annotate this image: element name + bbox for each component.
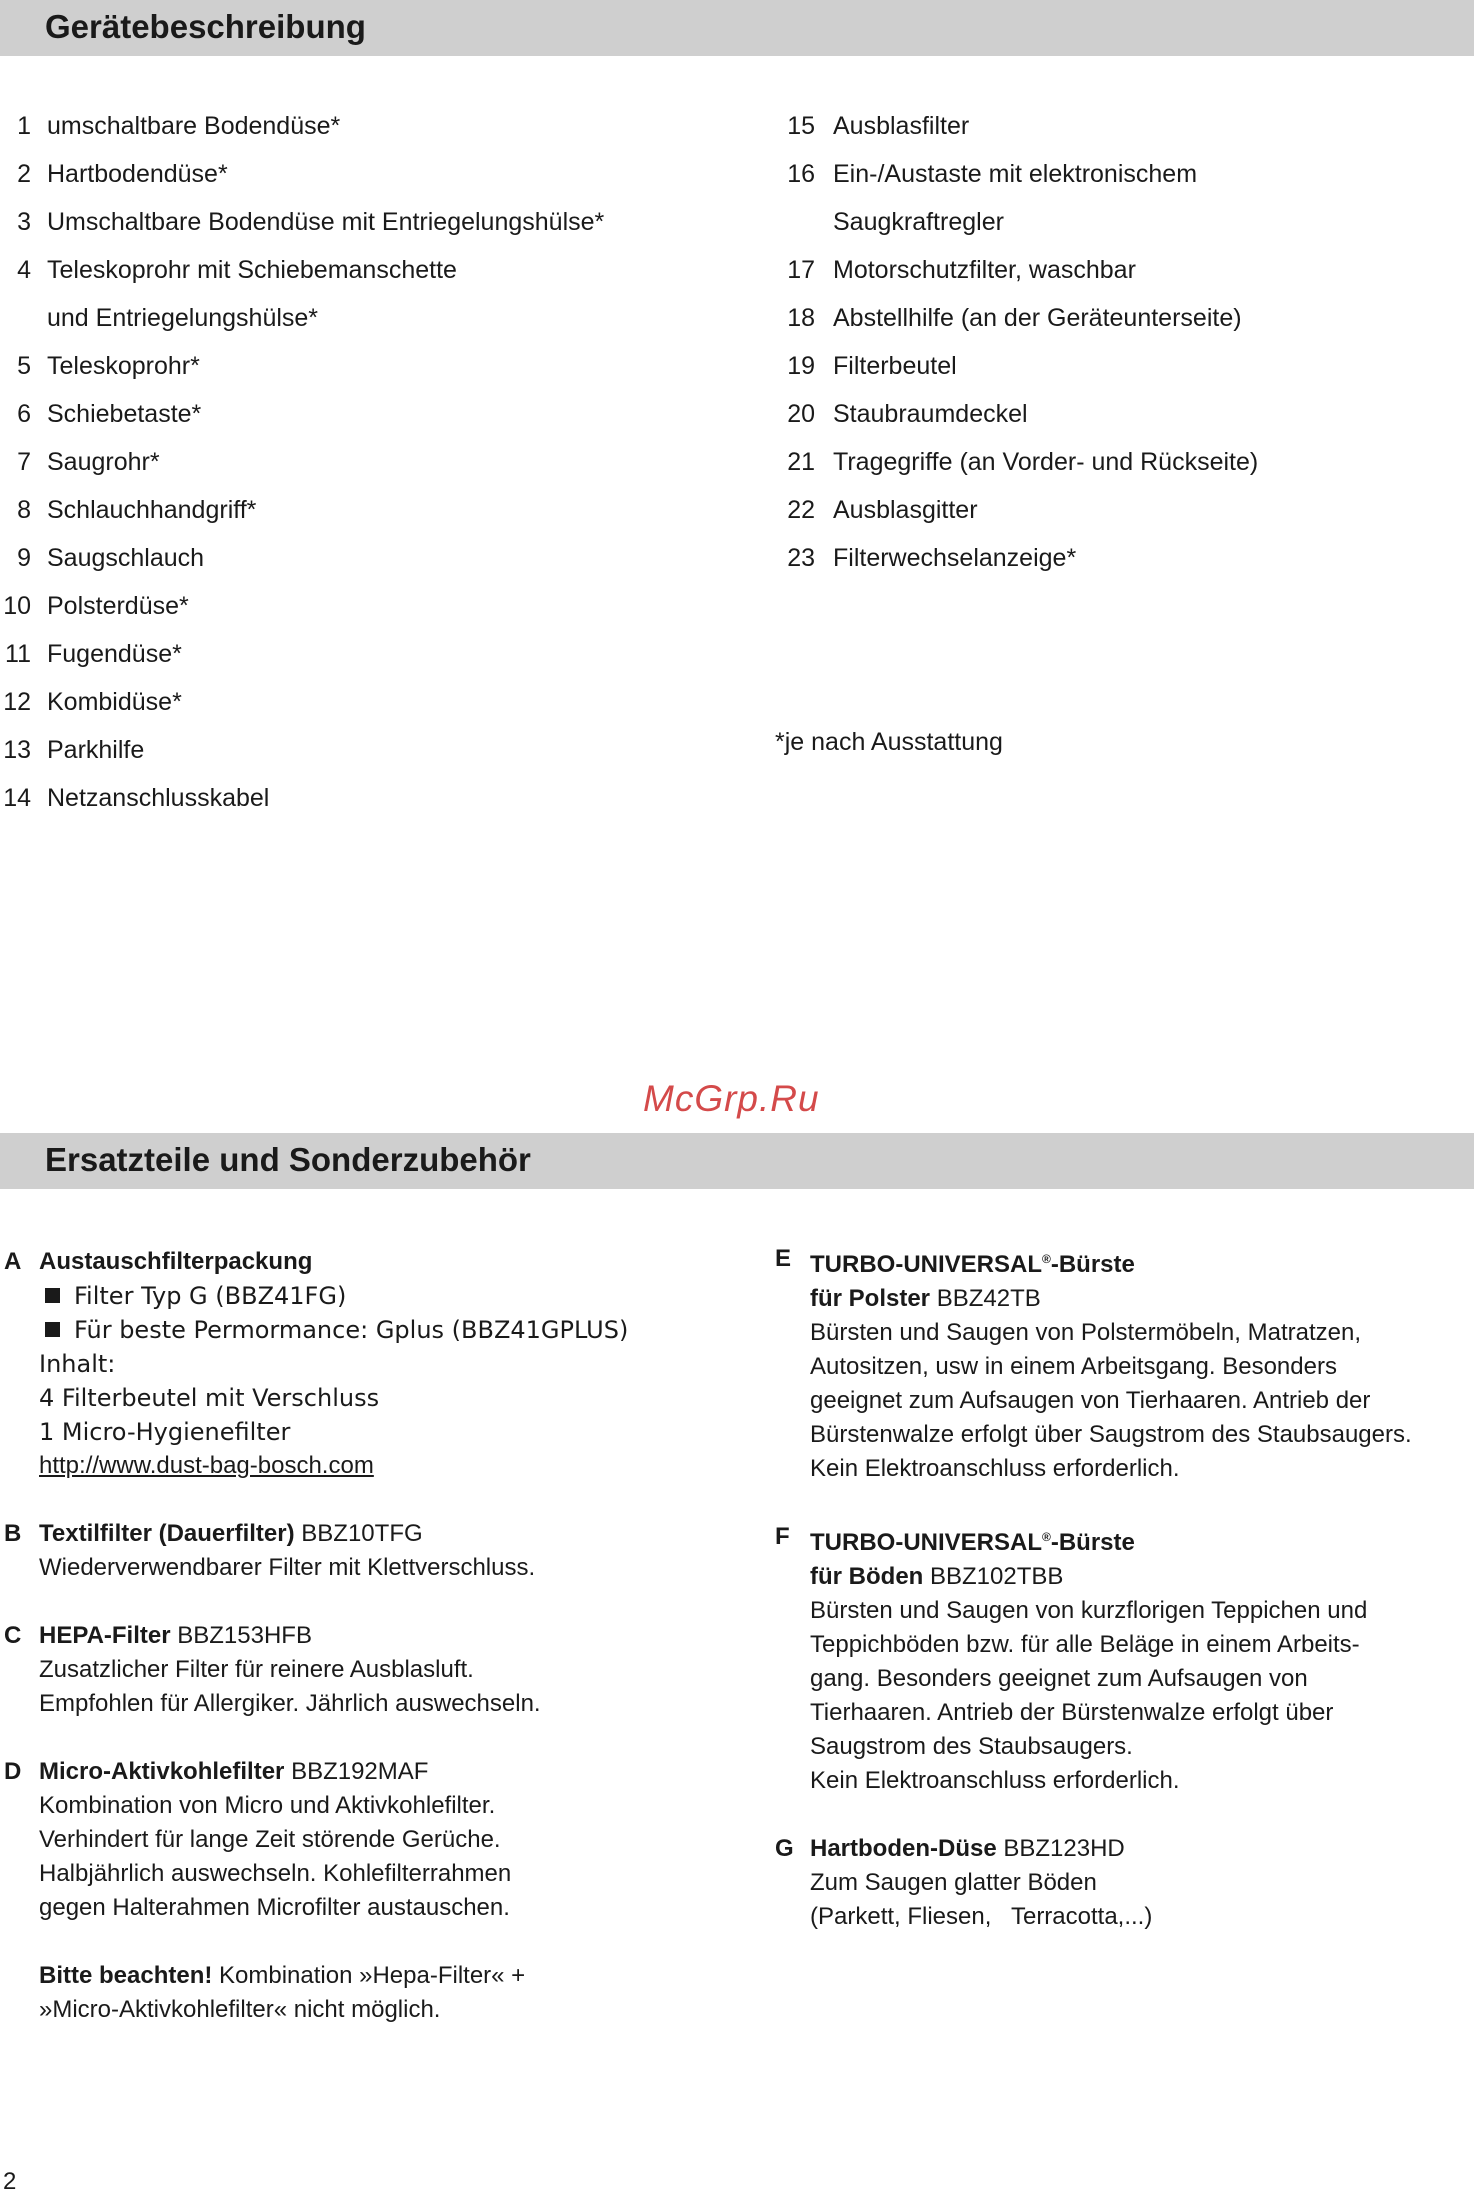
list-item: 3 Umschaltbare Bodendüse mit Entriegelungshülse*	[17, 208, 605, 236]
list-item: 14 Netzanschlusskabel	[3, 784, 270, 812]
list-item: 12 Kombidüse*	[3, 688, 182, 716]
list-item: Saugkraftregler	[833, 208, 1004, 236]
list-item: 6 Schiebetaste*	[17, 400, 202, 428]
parts-list-right	[770, 102, 1258, 582]
list-item: 1 umschaltbare Bodendüse*	[17, 112, 341, 140]
dust-bag-link[interactable]: http://www.dust-bag-bosch.com	[39, 1452, 374, 1479]
footnote: *je nach Ausstattung	[775, 728, 1003, 756]
page-number: 2	[3, 2168, 17, 2195]
accessory-title: HEPA-Filter	[39, 1622, 171, 1649]
section-title: Ersatzteile und Sonderzubehör	[45, 1141, 531, 1178]
list-item: 18 Abstellhilfe (an der Geräteunterseite)	[787, 304, 1242, 332]
list-item: 4 Teleskoprohr mit Schiebemanschette	[17, 256, 457, 284]
list-item: 15 Ausblasfilter	[787, 112, 970, 140]
list-item: 20 Staubraumdeckel	[787, 400, 1028, 428]
parts-list-left	[0, 102, 604, 822]
list-item: 11 Fugendüse*	[5, 640, 182, 668]
list-item: 5 Teleskoprohr*	[17, 352, 200, 380]
list-item: 8 Schlauchhandgriff*	[17, 496, 257, 524]
square-bullet-icon	[45, 1322, 60, 1337]
list-item: 22 Ausblasgitter	[787, 496, 978, 524]
section-header-spare-parts	[0, 1133, 1474, 1189]
list-item: 23 Filterwechselanzeige*	[787, 544, 1077, 572]
list-item: 21 Tragegriffe (an Vorder- und Rückseite)	[787, 448, 1259, 476]
accessory-c: C HEPA-Filter BBZ153HFB Zusatzlicher Filter für reinere Ausblasluft. Empfohlen für Allergiker. Jährlich auswechseln.	[4, 1622, 541, 1717]
accessories-left	[4, 1245, 724, 2027]
accessory-title: Textilfilter (Dauerfilter)	[39, 1520, 295, 1547]
section-header-device-description	[0, 0, 1474, 56]
accessory-e: E TURBO-UNIVERSAL®-Bürste für Polster BBZ42TB Bürsten und Saugen von Polstermöbeln, Matratzen, Autositzen, usw in einem Arbeitsgang. Besonders geeignet zum Aufsaugen von Tierhaaren. Antrieb der Bürstenwalze erfolgt über Saugstrom des Staubsaugers. Kein Elektroanschluss erforderlich.	[775, 1245, 1412, 1482]
accessory-g: G Hartboden-Düse BBZ123HD Zum Saugen glatter Böden (Parkett, Fliesen, Terracotta,...)	[775, 1835, 1153, 1930]
list-item: 2 Hartbodendüse*	[17, 160, 228, 188]
list-item: 10 Polsterdüse*	[3, 592, 189, 620]
accessory-b: B Textilfilter (Dauerfilter) BBZ10TFG Wiederverwendbarer Filter mit Klettverschluss.	[4, 1520, 536, 1581]
list-item: 16 Ein-/Austaste mit elektronischem	[787, 160, 1198, 188]
accessory-title: Hartboden-Düse	[810, 1835, 997, 1862]
accessory-d: D Micro-Aktivkohlefilter BBZ192MAF Kombination von Micro und Aktivkohlefilter. Verhindert für lange Zeit störende Gerüche. Halbjährlich auswechseln. Kohlefilterrahmen gegen Halterahmen Microfilter austauschen.	[4, 1758, 512, 1921]
accessories-right	[775, 1242, 1474, 1934]
accessory-f: F TURBO-UNIVERSAL®-Bürste für Böden BBZ102TBB Bürsten und Saugen von kurzflorigen Teppichen und Teppichböden bzw. für alle Beläge in einem Arbeits- gang. Besonders geeignet zum Aufsaugen von Tierhaaren. Antrieb der Bürstenwalze erfolgt über Saugstrom des Staubsaugers. Kein Elektroanschluss erforderlich.	[775, 1523, 1368, 1794]
accessory-title: Austauschfilterpackung	[39, 1248, 313, 1275]
section-title: Gerätebeschreibung	[45, 8, 366, 45]
accessory-a: A Austauschfilterpackung Filter Typ G (BBZ41FG) Für beste Permormance: Gplus (BBZ41GPLUS) Inhalt: 4 Filterbeutel mit Verschluss 1 Micro-Hygienefilter http://www.dust-bag-bosch.com	[4, 1245, 724, 1483]
list-item: 19 Filterbeutel	[787, 352, 957, 380]
list-item: und Entriegelungshülse*	[47, 304, 319, 332]
list-item: 17 Motorschutzfilter, waschbar	[787, 256, 1136, 284]
list-item: 9 Saugschlauch	[17, 544, 205, 572]
list-item: 13 Parkhilfe	[3, 736, 145, 764]
square-bullet-icon	[45, 1288, 60, 1303]
watermark: McGrp.Ru	[643, 1078, 820, 1119]
list-item: 7 Saugrohr*	[17, 448, 160, 476]
compatibility-note: Bitte beachten! Kombination »Hepa-Filter« + »Micro-Aktivkohlefilter« nicht möglich.	[39, 1962, 526, 2023]
accessory-title: Micro-Aktivkohlefilter	[39, 1758, 285, 1785]
